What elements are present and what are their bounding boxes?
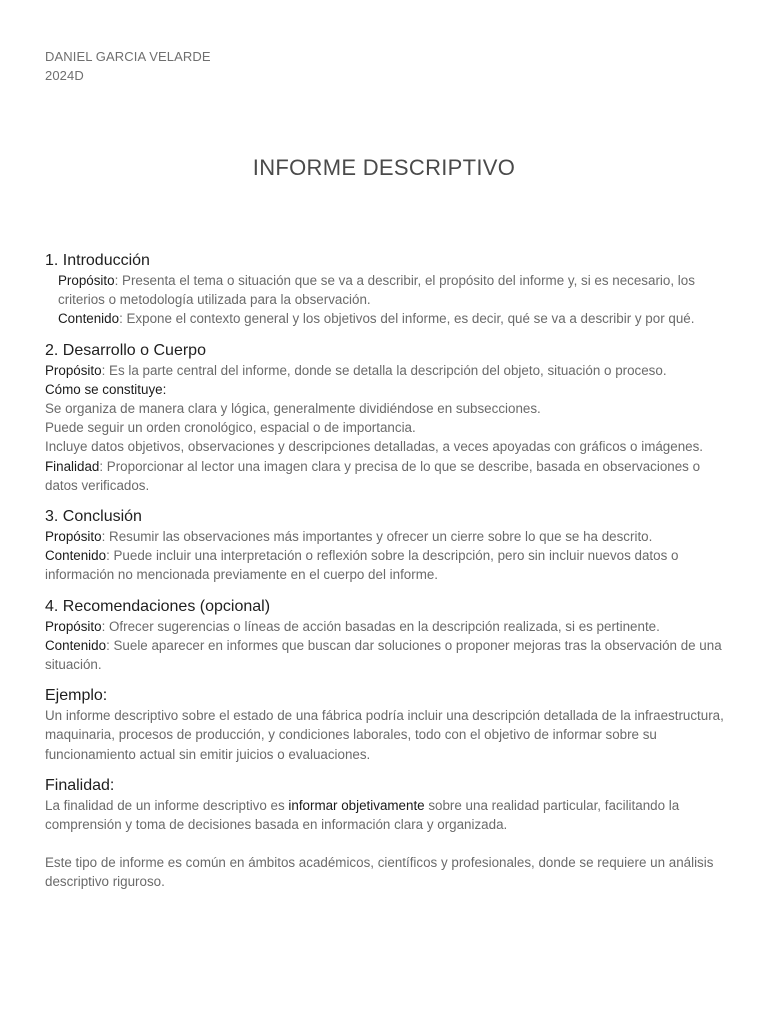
term-label: Finalidad (45, 458, 100, 474)
paragraph-text: : Es la parte central del informe, donde se detalla la descripción del objeto, situación o proceso. (101, 362, 667, 378)
paragraph (45, 617, 725, 636)
paragraph-text: : Puede incluir una interpretación o reflexión sobre la descripción, pero sin incluir nuevos datos o información no mencionada previamente en el cuerpo del informe. (45, 548, 679, 583)
term-label: Propósito (58, 273, 115, 288)
paragraph (45, 271, 725, 309)
author-code: 2024D (45, 68, 84, 83)
document-body (45, 250, 725, 892)
section-example (45, 685, 725, 764)
section-heading: 1. Introducción (45, 252, 150, 269)
paragraph (45, 309, 725, 328)
term-label: Propósito (45, 529, 102, 545)
paragraph-text: Este tipo de informe es común en ámbitos académicos, científicos y profesionales, donde se requiere un análisis descriptivo riguroso. (45, 855, 714, 890)
paragraph-text: : (162, 381, 167, 397)
term-label: Propósito (45, 618, 102, 634)
author-name: DANIEL GARCIA VELARDE (45, 49, 211, 64)
paragraph (45, 457, 725, 495)
list-item: Puede seguir un orden cronológico, espacial o de importancia. (45, 420, 416, 436)
paragraph-text: : Resumir las observaciones más importantes y ofrecer un cierre sobre lo que se ha descrito. (101, 529, 653, 545)
term-label: Contenido (45, 637, 107, 653)
section-heading: Ejemplo: (45, 687, 108, 705)
paragraph (45, 361, 725, 380)
emphasis-text: informar objetivamente (288, 797, 425, 813)
paragraph-text: Un informe descriptivo sobre el estado de una fábrica podría incluir una descripción detallada de la infraestructura, maquinaria, procesos de producción, y condiciones laborales, todo con el objetivo de informar sobre su funcionamiento actual sin emitir juicios o evaluaciones. (45, 708, 724, 762)
term-label: Contenido (58, 311, 120, 327)
list-item: Se organiza de manera clara y lógica, generalmente dividiéndose en subsecciones. (45, 401, 541, 417)
paragraph (45, 380, 725, 399)
paragraph (45, 546, 725, 584)
paragraph-text: sobre una realidad particular, facilitando la comprensión y toma de decisiones basada en información clara y organizada. (45, 797, 680, 833)
document-title: INFORME DESCRIPTIVO (252, 155, 516, 180)
paragraph-text: : Suele aparecer en informes que buscan dar soluciones o proponer mejoras tras la observación de una situación. (45, 637, 722, 673)
section-heading: 2. Desarrollo o Cuerpo (45, 341, 206, 359)
section-body (45, 340, 725, 495)
term-label: Cómo se constituye (45, 381, 163, 397)
term-label: Contenido (45, 548, 107, 564)
paragraph (45, 796, 725, 834)
paragraph-text: La finalidad de un informe descriptivo es (45, 797, 289, 813)
author-block (45, 47, 211, 85)
paragraph-text: : Presenta el tema o situación que se va a describir, el propósito del informe y, si es necesario, los criterios o metodología utilizada para la observación. (58, 273, 695, 308)
paragraph (45, 636, 725, 674)
section-heading: Finalidad: (45, 776, 115, 794)
section-heading: 4. Recomendaciones (opcional) (45, 597, 271, 615)
list-item: Incluye datos objetivos, observaciones y descripciones detalladas, a veces apoyadas con gráficos o imágenes. (45, 439, 704, 455)
paragraph (45, 527, 725, 546)
section-heading: 3. Conclusión (45, 508, 142, 526)
paragraph-text: : Ofrecer sugerencias o líneas de acción basadas en la descripción realizada, si es pertinente. (101, 618, 660, 634)
section-purpose (45, 775, 725, 892)
section-recommendations (45, 596, 725, 675)
paragraph-text: : Proporcionar al lector una imagen clara y precisa de lo que se describe, basada en observaciones o datos verificados. (45, 458, 701, 493)
section-conclusion (45, 506, 725, 585)
paragraph-text: : Expone el contexto general y los objetivos del informe, es decir, qué se va a describir y por qué. (119, 311, 695, 327)
section-introduction (45, 250, 725, 329)
term-label: Propósito (45, 362, 102, 378)
